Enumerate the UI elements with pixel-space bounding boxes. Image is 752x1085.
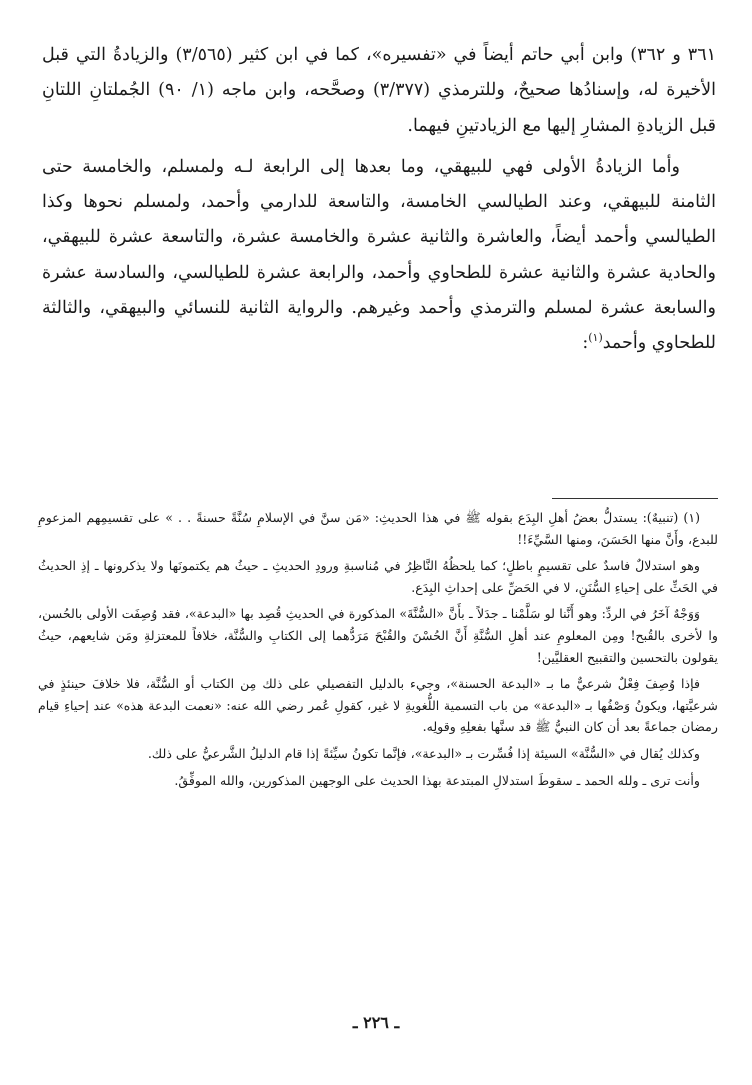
footnote-1: (١) (تنبيهٌ): يستدلُّ بعضُ أهلِ البِدَع بقوله ﷺ في هذا الحديثِ: «مَن سنَّ في الإسلامِ سُنَّةً حسنةً . . » على تقسيمِهم المزعومِ للبدع، وأَنَّ منها الحَسَنَ، ومنها السَّيِّءَ!! <box>38 510 718 547</box>
footnote-paragraph: وَوَجْهٌ آخَرُ في الردِّ: وهو أَنَّنا لو سَلَّمْنا ـ جدَلاً ـ بأَنَّ «السُّنَّةَ» المذكورة في الحديثِ قُصِد بها «البدعة»، فقد وُصِفَت الأولى بالحُسن، وا لأخرى بالقُبح! ومِن المعلومِ عند أهلِ السُّنَّةِ أَنَّ الحُسْنَ والقُبْحَ مَرَدُّهما إلى الكتابِ والسُّنَّة، خلافاً للمعتزلةِ ومَن شايعهم، حيثُ يقولون بالتحسين والتقبيح العقليَّين! <box>38 606 718 665</box>
main-text <box>42 38 716 362</box>
footnotes <box>38 507 718 791</box>
paragraph-1: ٣٦١ و ٣٦٢) وابن أبي حاتم أيضاً في «تفسيره»، كما في ابن كثير (٣/٥٦٥) والزيادةُ التي قبل الأخيرة له، وإسنادُها صحيحٌ، وللترمذي (٣/٣٧٧) وصحَّحه، وابن ماجه (١/ ٩٠) الجُملتانِ اللتانِ قبل الزيادةِ المشارِ إليها مع الزيادتينِ فيهما. <box>42 45 716 136</box>
footnote-paragraph: فإذا وُصِفَ فِعْلٌ شرعيٌّ ما بـ «البدعة الحسنة»، وجيء بالدليل التفصيلي على ذلك مِن الكتاب أو السُّنَّة، فلا خلافَ حينئذٍ في شرعيَّتها، ويكونُ وَصْفُها بـ «البدعة» من باب التسمية اللُّغويةِ لا غير، كقولِ عُمر رضي الله عنه: «نعمت البدعة هذه» عند إحياءِ قيام رمضان جماعةً بعد أن كان النبيُّ ﷺ قد سنَّها بفعلِهِ وقولِه. <box>38 676 718 735</box>
footnote-separator <box>552 498 718 499</box>
footnote-marker[interactable]: (١) <box>588 331 603 345</box>
page-number: ـ ٢٢٦ ـ <box>352 1013 400 1032</box>
footnote-paragraph: وهو استدلالٌ فاسدٌ على تقسيمٍ باطلٍ؛ كما يلحظُهُ النَّاظِرُ في مُناسبةِ ورودِ الحديثِ ـ حيثُ هم يكتمونَها ولا يذكرونها ـ إذِ الحديثُ في الحَثِّ على إحياءِ السُّنَنِ، لا في الحَضِّ على إحداثِ البِدَع. <box>38 558 718 595</box>
paragraph-2-end: : <box>582 333 589 354</box>
paragraph-2-text: وأما الزيادةُ الأولى فهي للبيهقي، وما بعدها إلى الرابعة لـه ولمسلم، والخامسة حتى الثامنة للبيهقي، وعند الطيالسي الخامسة، والتاسعة للدارمي وأحمد، ولمسلم نحوها وكذا الطيالسي وأحمد أيضاً، والعاشرة والثانية عشرة والخامسة عشرة، والتاسعة عشرة للبيهقي، والحادية عشرة والثانية عشرة للطحاوي وأحمد، والرابعة عشرة للطيالسي، والسادسة عشرة والسابعة عشرة لمسلم والترمذي وأحمد وغيرهم. والرواية الثانية للنسائي والبيهقي، والثالثة للطحاوي وأحمد <box>42 156 716 354</box>
footnote-paragraph: وأنت ترى ـ ولله الحمد ـ سقوطَ استدلالِ المبتدعة بهذا الحديث على الوجهين المذكورين، والله الموفِّقُ. <box>174 772 700 788</box>
paragraph-2 <box>42 150 716 362</box>
footnote-paragraph: وكذلك يُقال في «السُّنَّة» السيئة إذا فُسِّرت بـ «البدعة»، فإنَّما تكونُ سيِّئةً إذا قام الدليلُ الشَّرعيُّ على ذلك. <box>147 745 700 761</box>
